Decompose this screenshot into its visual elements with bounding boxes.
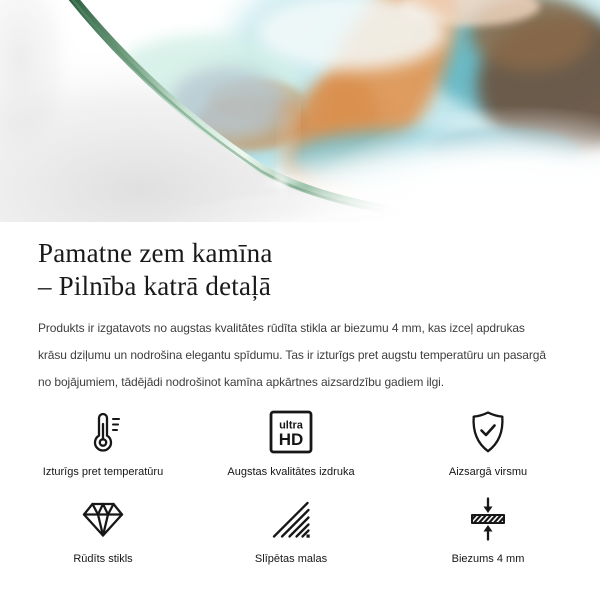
feature-protection: [386, 408, 590, 479]
ultra-hd-icon-text-bottom: HD: [278, 430, 304, 449]
diamond-icon: [79, 495, 127, 543]
ultra-hd-icon-text-top: ultra: [279, 419, 303, 432]
feature-label: Aizsargā virsmu: [448, 466, 528, 478]
feature-print-quality: [196, 408, 386, 479]
content-section: [0, 237, 600, 566]
feature-thickness: [386, 495, 590, 566]
glass-panel-photo: [0, 0, 600, 222]
feature-label: Izturīgs pret temperatūru: [42, 466, 164, 478]
thermometer-icon: [79, 408, 127, 456]
description-line: no bojājumiem, tādējādi nodrošinot kamīna apkārtnes aizsardzību gadiem ilgi.: [38, 375, 444, 389]
feature-label: Augstas kvalitātes izdruka: [227, 466, 355, 478]
ultra-hd-icon: [267, 408, 315, 456]
feature-label: Rūdīts stikls: [73, 553, 133, 565]
feature-grid: [10, 408, 590, 566]
page-title-line2: – Pilnība katrā detaļā: [38, 271, 272, 301]
feature-tempered-glass: [10, 495, 196, 566]
feature-polished-edges: [196, 495, 386, 566]
page-title-line1: Pamatne zem kamīna: [38, 238, 273, 268]
product-description: [38, 315, 562, 396]
page-title: [38, 237, 562, 303]
feature-temperature: [10, 408, 196, 479]
hero-image: [0, 0, 600, 222]
description-line: Produkts ir izgatavots no augstas kvalitātes rūdīta stikla ar biezumu 4 mm, kas izceļ apdrukas: [38, 321, 525, 335]
feature-label: Biezums 4 mm: [451, 553, 525, 565]
feature-label: Slīpētas malas: [254, 553, 328, 565]
description-line: krāsu dziļumu un nodrošina elegantu spīdumu. Tas ir izturīgs pret augstu temperatūru un pasargā: [38, 348, 546, 362]
thickness-icon: [464, 495, 512, 543]
shield-check-icon: [464, 408, 512, 456]
beveled-edges-icon: [267, 495, 315, 543]
